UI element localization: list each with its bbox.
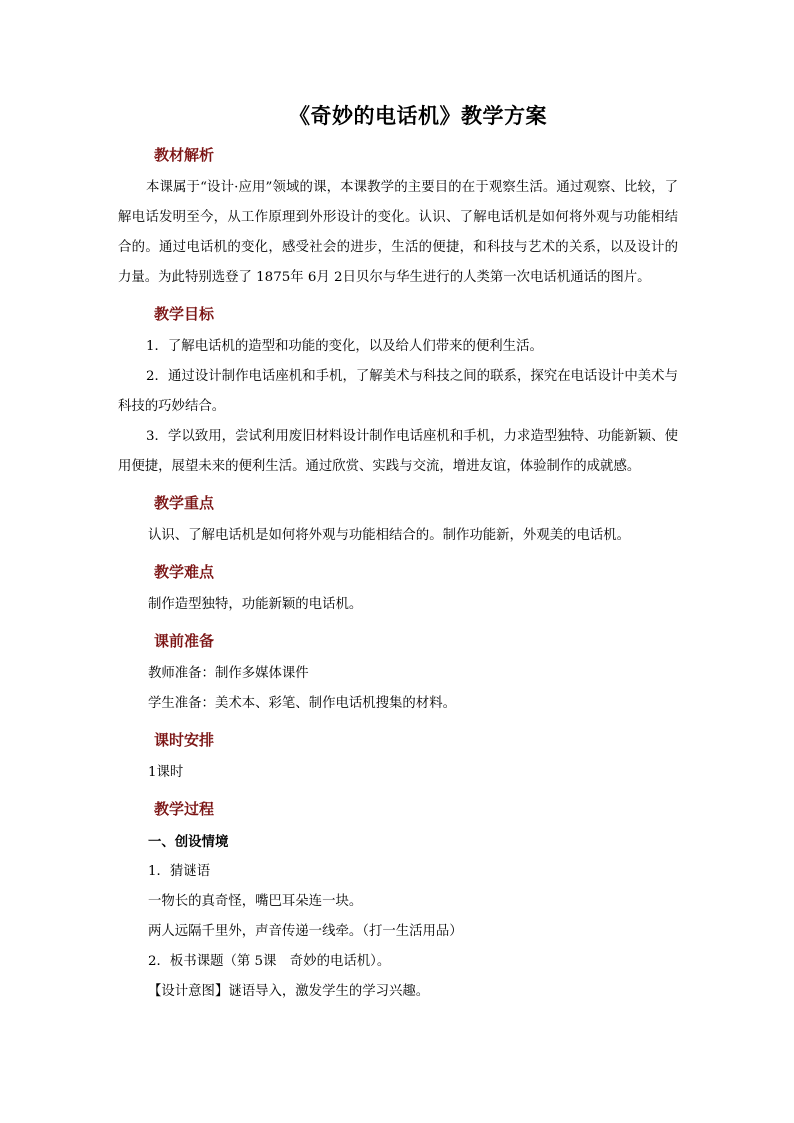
document-page <box>118 100 678 1007</box>
goal-item-3: 3．学以致用，尝试利用废旧材料设计制作电话座机和手机，力求造型独特、功能新颖、使用便捷，展望未来的便利生活。通过欣赏、实践与交流，增进友谊，体验制作的成就感。 <box>118 429 678 474</box>
goal-item-2: 2．通过设计制作电话座机和手机，了解美术与科技之间的联系，探究在电话设计中美术与科技的巧妙结合。 <box>118 369 678 414</box>
heading-preparation: 课前准备 <box>154 632 215 650</box>
heading-process: 教学过程 <box>154 800 215 818</box>
riddle-line-1: 一物长的真奇怪，嘴巴耳朵连一块。 <box>148 894 363 909</box>
riddle-label: 1．猜谜语 <box>148 864 211 879</box>
difficulty-text: 制作造型独特，功能新颖的电话机。 <box>148 597 363 612</box>
heading-goals: 教学目标 <box>154 305 215 323</box>
teacher-preparation: 教师准备：制作多媒体课件 <box>148 666 309 681</box>
board-title-line: 2．板书课题（第 5课 奇妙的电话机）。 <box>148 954 391 969</box>
heading-analysis: 教材解析 <box>154 146 215 164</box>
riddle-line-2: 两人远隔千里外，声音传递一线牵。（打一生活用品） <box>148 924 463 939</box>
goal-item-1: 1．了解电话机的造型和功能的变化，以及给人们带来的便利生活。 <box>146 339 543 354</box>
heading-schedule: 课时安排 <box>154 731 215 749</box>
heading-difficulty: 教学难点 <box>154 563 215 581</box>
schedule-text: 1课时 <box>148 765 184 780</box>
process-step-1: 一、创设情境 <box>148 834 229 850</box>
student-preparation: 学生准备：美术本、彩笔、制作电话机搜集的材料。 <box>148 696 456 711</box>
design-intent: 【设计意图】谜语导入，激发学生的学习兴趣。 <box>148 984 430 999</box>
heading-key-points: 教学重点 <box>154 494 215 512</box>
document-title: 《奇妙的电话机》教学方案 <box>289 103 547 128</box>
analysis-paragraph: 本课属于“设计·应用”领域的课，本课教学的主要目的在于观察生活。通过观察、比较，了解电话发明至今，从工作原理到外形设计的变化。认识、了解电话机是如何将外观与功能相结合的。通过电话机的变化，感受社会的进步，生活的便捷，和科技与艺术的关系，以及设计的力量。为此特别选登了 1875年 6月 2日贝尔与华生进行的人类第一次电话机通话的图片。 <box>118 180 678 285</box>
key-points-text: 认识、了解电话机是如何将外观与功能相结合的。制作功能新，外观美的电话机。 <box>148 528 631 543</box>
